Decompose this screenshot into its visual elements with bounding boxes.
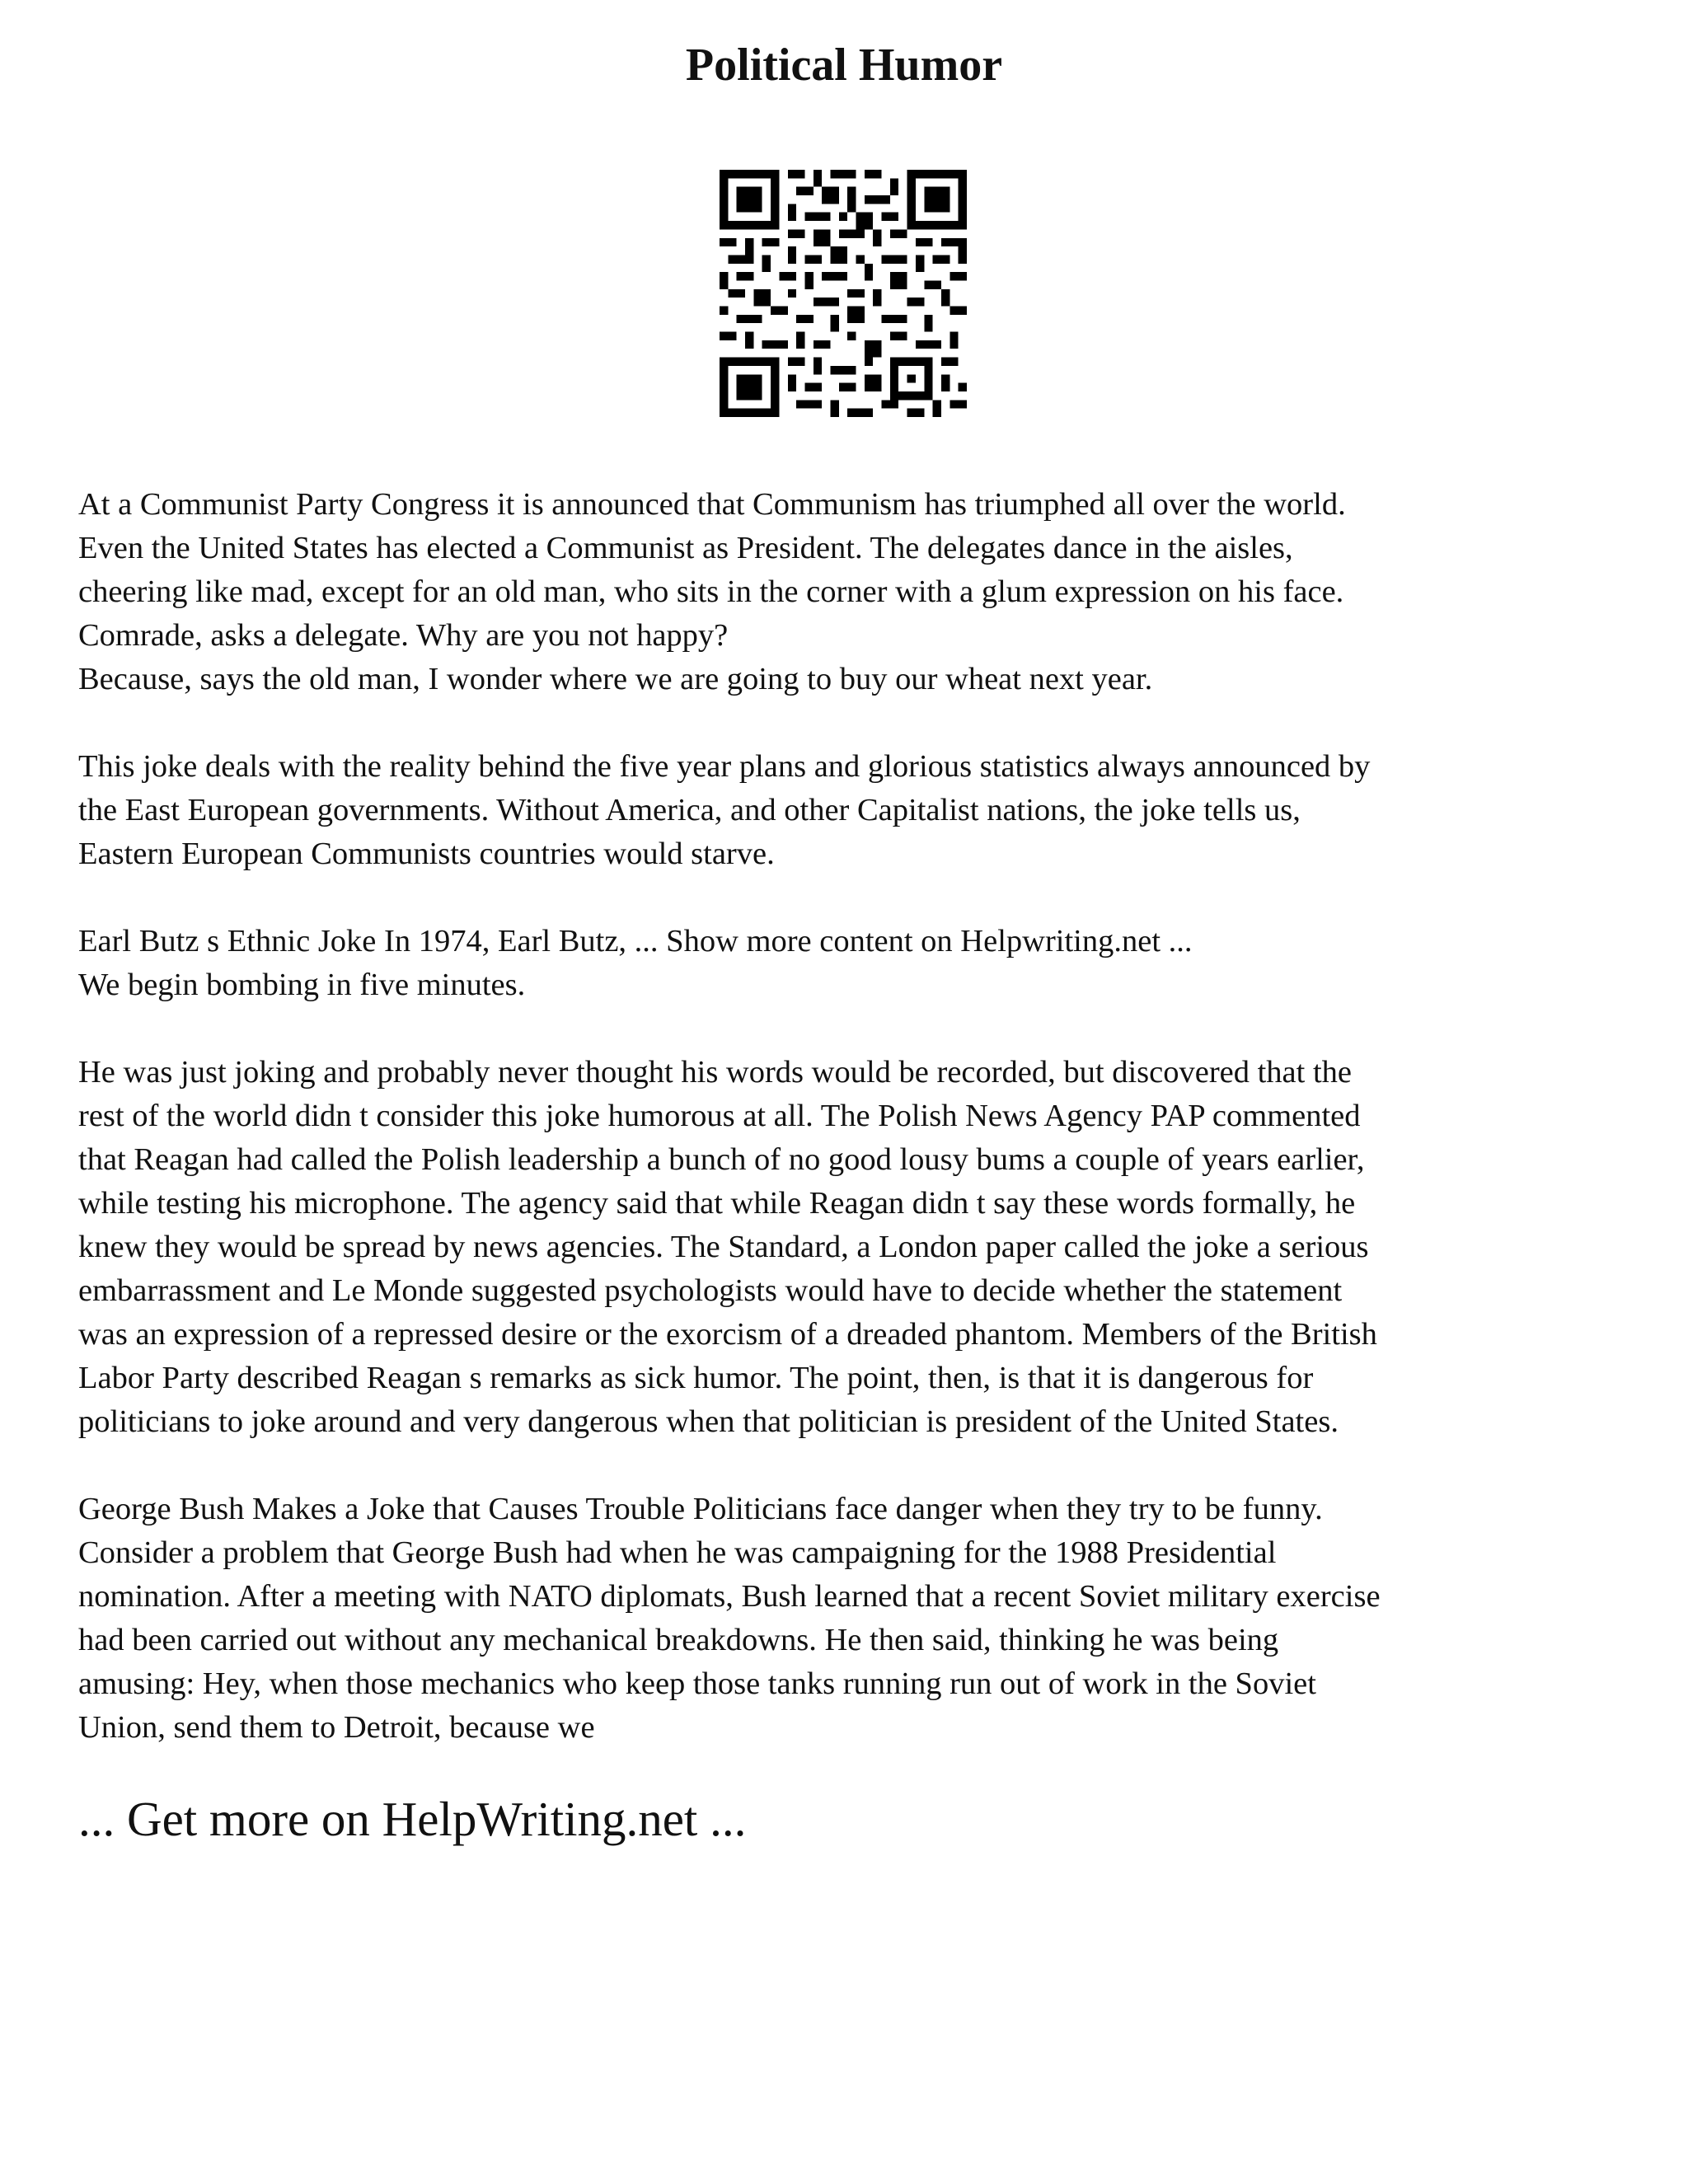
- qr-code-icon: [720, 170, 967, 417]
- article-body: [78, 483, 1628, 1793]
- paragraph-five-year-plans: This joke deals with the reality behind the five year plans and glorious statistics always announced by the East European governments. Without America, and other Capitalist nations, the joke tells us, Eastern European Communists countries would starve.: [78, 749, 1371, 871]
- paragraph-george-bush: George Bush Makes a Joke that Causes Trouble Politicians face danger when they try to be funny. Consider a problem that George Bush had when he was campaigning for the 1988 Presidential nomination. After a meeting with NATO diplomats, Bush learned that a recent Soviet military exercise had been carried out without any mechanical breakdowns. He then said, thinking he was being amusing: Hey, when those mechanics who keep those tanks running run out of work in the Soviet Union, send them to Detroit, because we: [78, 1492, 1381, 1745]
- paragraph-earl-butz: Earl Butz s Ethnic Joke In 1974, Earl Butz, ... Show more content on Helpwriting.net ... We begin bombing in five minutes.: [78, 924, 1193, 1002]
- get-more-link[interactable]: ... Get more on HelpWriting.net ...: [78, 1792, 747, 1846]
- paragraph-communist-congress: At a Communist Party Congress it is announced that Communism has triumphed all over the world. Even the United States has elected a Communist as President. The delegates dance in the aisles, cheering like mad, except for an old man, who sits in the corner with a glum expression on his face. Comrade, asks a delegate. Why are you not happy? Because, says the old man, I wonder where we are going to buy our wheat next year.: [78, 487, 1346, 696]
- page-title: Political Humor: [685, 40, 1003, 91]
- paragraph-reagan-joke: He was just joking and probably never thought his words would be recorded, but discovered that the rest of the world didn t consider this joke humorous at all. The Polish News Agency PAP commented that Reagan had called the Polish leadership a bunch of no good lousy bums a couple of years earlier, while testing his microphone. The agency said that while Reagan didn t say these words formally, he knew they would be spread by news agencies. The Standard, a London paper called the joke a serious embarrassment and Le Monde suggested psychologists would have to decide whether the statement was an expression of a repressed desire or the exorcism of a dreaded phantom. Members of the British Labor Party described Reagan s remarks as sick humor. The point, then, is that it is dangerous for politicians to joke around and very dangerous when that politician is president of the United States.: [78, 1055, 1377, 1439]
